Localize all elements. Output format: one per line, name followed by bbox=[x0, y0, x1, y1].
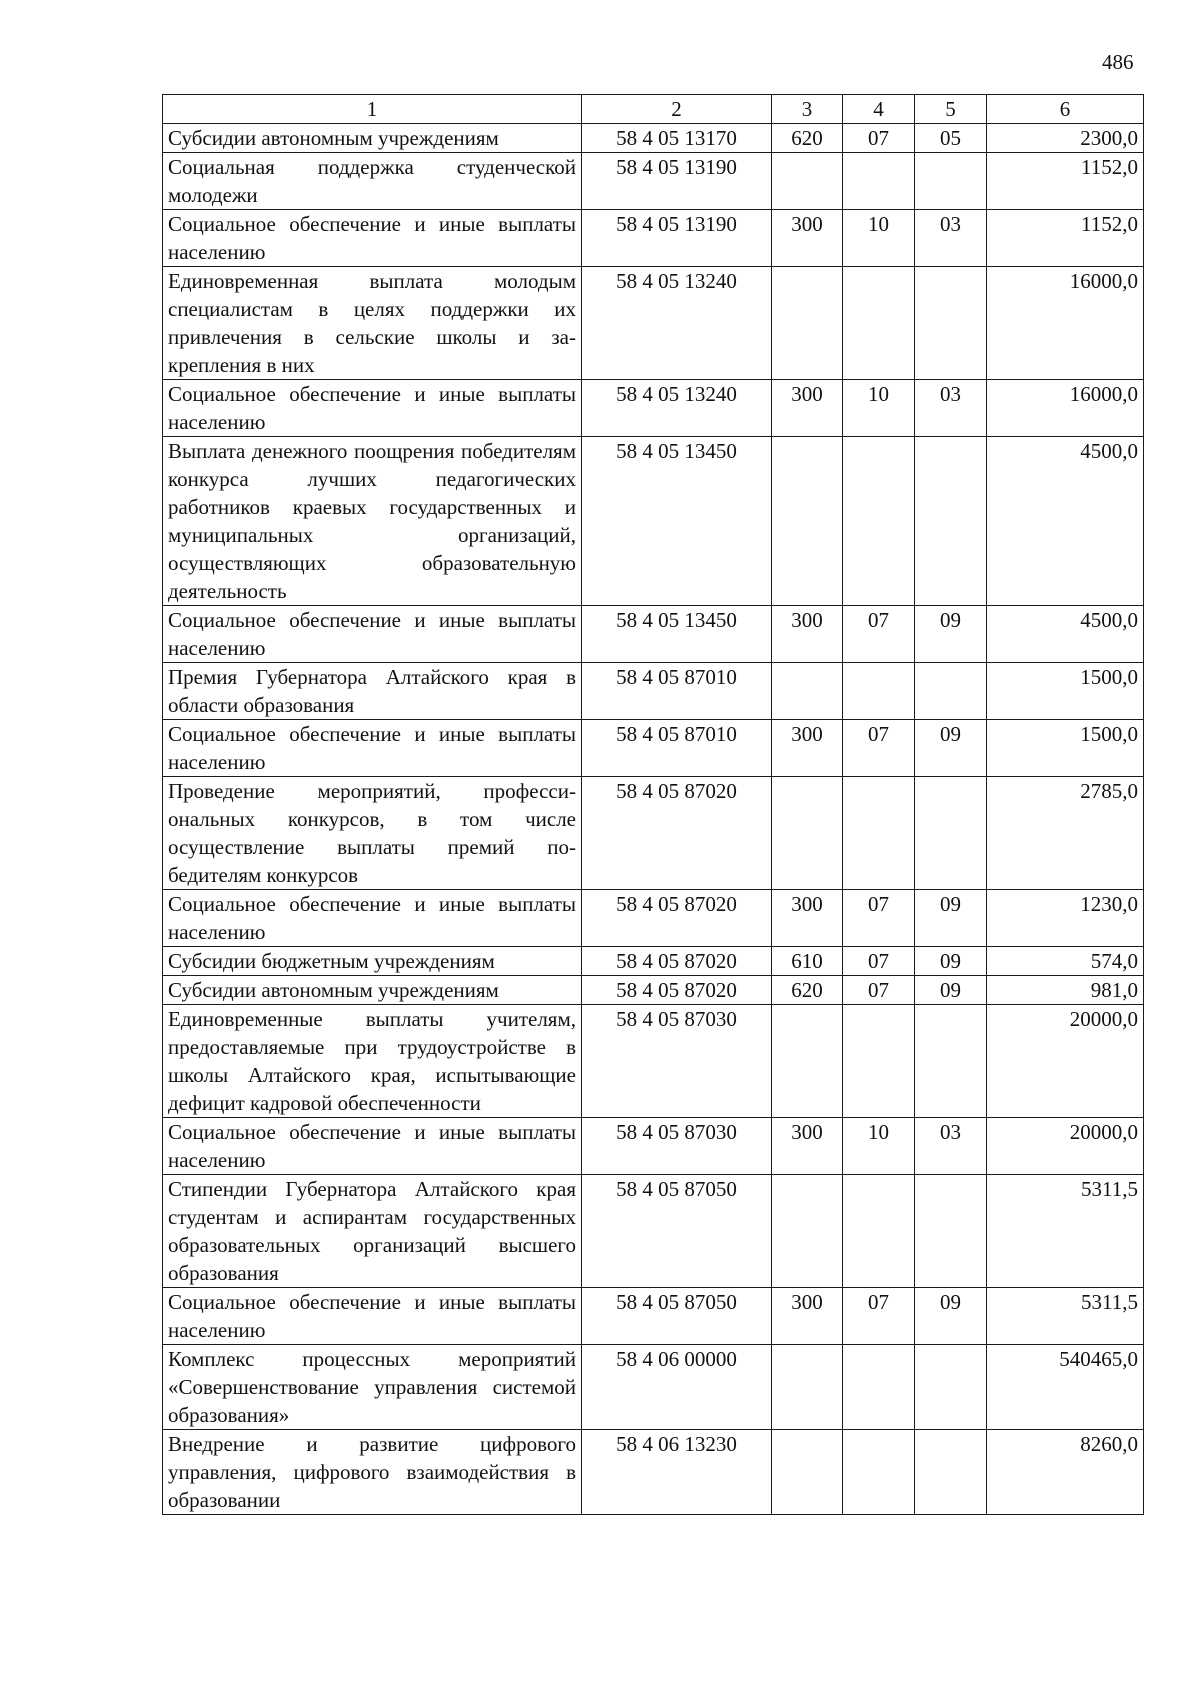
row-amount-cell: 2785,0 bbox=[987, 777, 1144, 890]
table-row bbox=[163, 1005, 1144, 1118]
table-row bbox=[163, 124, 1144, 153]
row-amount-cell: 20000,0 bbox=[987, 1005, 1144, 1118]
table-row bbox=[163, 777, 1144, 890]
row-code-cell: 58 4 05 87050 bbox=[582, 1288, 772, 1345]
column-header: 4 bbox=[843, 95, 915, 124]
row-col3-cell: 300 bbox=[772, 1118, 843, 1175]
row-col4-cell: 07 bbox=[843, 947, 915, 976]
row-col5-cell: 09 bbox=[915, 947, 987, 976]
table-row bbox=[163, 947, 1144, 976]
row-col5-cell: 09 bbox=[915, 606, 987, 663]
row-name-cell: Комплекс процессных мероприятий «Совершенствование управления системой образования» bbox=[163, 1345, 582, 1430]
table-row bbox=[163, 1175, 1144, 1288]
row-col5-cell: 03 bbox=[915, 1118, 987, 1175]
row-code-cell: 58 4 05 87020 bbox=[582, 890, 772, 947]
row-col5-cell bbox=[915, 663, 987, 720]
row-col3-cell: 610 bbox=[772, 947, 843, 976]
row-code-cell: 58 4 06 00000 bbox=[582, 1345, 772, 1430]
column-header: 3 bbox=[772, 95, 843, 124]
budget-table bbox=[162, 94, 1144, 1515]
row-col5-cell bbox=[915, 1175, 987, 1288]
row-col4-cell bbox=[843, 777, 915, 890]
row-col5-cell: 09 bbox=[915, 1288, 987, 1345]
row-code-cell: 58 4 05 87020 bbox=[582, 976, 772, 1005]
table-row bbox=[163, 153, 1144, 210]
row-col4-cell: 07 bbox=[843, 720, 915, 777]
row-col3-cell: 300 bbox=[772, 606, 843, 663]
row-col5-cell: 09 bbox=[915, 720, 987, 777]
row-col4-cell: 07 bbox=[843, 976, 915, 1005]
row-col3-cell bbox=[772, 1345, 843, 1430]
row-amount-cell: 1230,0 bbox=[987, 890, 1144, 947]
row-col4-cell bbox=[843, 1345, 915, 1430]
table-row bbox=[163, 210, 1144, 267]
row-col3-cell bbox=[772, 1175, 843, 1288]
row-col3-cell: 300 bbox=[772, 890, 843, 947]
row-col5-cell bbox=[915, 1005, 987, 1118]
row-name-cell: Субсидии автономным учреждениям bbox=[163, 976, 582, 1005]
row-code-cell: 58 4 05 87020 bbox=[582, 777, 772, 890]
row-col4-cell bbox=[843, 1175, 915, 1288]
row-col3-cell bbox=[772, 663, 843, 720]
table-row bbox=[163, 380, 1144, 437]
row-col3-cell bbox=[772, 1430, 843, 1515]
table-row bbox=[163, 976, 1144, 1005]
row-amount-cell: 1500,0 bbox=[987, 720, 1144, 777]
row-name-cell: Стипендии Губернатора Алтайского края студентам и аспирантам государственных образовательных организаций высшего образования bbox=[163, 1175, 582, 1288]
row-code-cell: 58 4 05 13190 bbox=[582, 210, 772, 267]
row-col3-cell bbox=[772, 1005, 843, 1118]
row-name-cell: Социальное обеспечение и иные выплаты населению bbox=[163, 890, 582, 947]
row-col3-cell: 300 bbox=[772, 210, 843, 267]
row-col4-cell: 07 bbox=[843, 1288, 915, 1345]
row-code-cell: 58 4 05 87010 bbox=[582, 720, 772, 777]
row-code-cell: 58 4 06 13230 bbox=[582, 1430, 772, 1515]
row-name-cell: Проведение мероприятий, профессиональных конкурсов, в том числе осуществление выплаты премий победителям конкурсов bbox=[163, 777, 582, 890]
row-name-cell: Социальное обеспечение и иные выплаты населению bbox=[163, 210, 582, 267]
row-col5-cell bbox=[915, 153, 987, 210]
row-name-cell: Социальное обеспечение и иные выплаты населению bbox=[163, 720, 582, 777]
row-col5-cell: 09 bbox=[915, 890, 987, 947]
row-amount-cell: 1500,0 bbox=[987, 663, 1144, 720]
row-code-cell: 58 4 05 87050 bbox=[582, 1175, 772, 1288]
row-code-cell: 58 4 05 13450 bbox=[582, 437, 772, 606]
row-col4-cell bbox=[843, 663, 915, 720]
row-col4-cell: 10 bbox=[843, 1118, 915, 1175]
row-col5-cell bbox=[915, 777, 987, 890]
row-amount-cell: 16000,0 bbox=[987, 380, 1144, 437]
row-name-cell: Социальное обеспечение и иные выплаты населению bbox=[163, 606, 582, 663]
row-code-cell: 58 4 05 13190 bbox=[582, 153, 772, 210]
table-row bbox=[163, 1430, 1144, 1515]
row-col3-cell: 300 bbox=[772, 380, 843, 437]
row-name-cell: Социальное обеспечение и иные выплаты населению bbox=[163, 1118, 582, 1175]
row-code-cell: 58 4 05 87020 bbox=[582, 947, 772, 976]
column-header: 6 bbox=[987, 95, 1144, 124]
row-amount-cell: 8260,0 bbox=[987, 1430, 1144, 1515]
row-col4-cell bbox=[843, 153, 915, 210]
row-code-cell: 58 4 05 87030 bbox=[582, 1118, 772, 1175]
header-row bbox=[163, 95, 1144, 124]
row-col5-cell: 09 bbox=[915, 976, 987, 1005]
table-row bbox=[163, 663, 1144, 720]
row-col4-cell bbox=[843, 267, 915, 380]
row-col4-cell: 07 bbox=[843, 606, 915, 663]
row-col5-cell bbox=[915, 1430, 987, 1515]
row-name-cell: Единовременные выплаты учителям, предоставляемые при трудоустройстве в школы Алтайского края, испытывающие дефицит кадровой обеспеченности bbox=[163, 1005, 582, 1118]
row-amount-cell: 4500,0 bbox=[987, 437, 1144, 606]
page-number: 486 bbox=[1102, 50, 1134, 74]
row-col3-cell: 620 bbox=[772, 124, 843, 153]
row-amount-cell: 981,0 bbox=[987, 976, 1144, 1005]
row-col4-cell: 07 bbox=[843, 124, 915, 153]
row-col4-cell bbox=[843, 437, 915, 606]
row-col4-cell: 10 bbox=[843, 380, 915, 437]
column-header: 5 bbox=[915, 95, 987, 124]
table-row bbox=[163, 1118, 1144, 1175]
table-row bbox=[163, 267, 1144, 380]
row-amount-cell: 2300,0 bbox=[987, 124, 1144, 153]
table-row bbox=[163, 1345, 1144, 1430]
table-row bbox=[163, 437, 1144, 606]
row-col4-cell: 07 bbox=[843, 890, 915, 947]
row-amount-cell: 4500,0 bbox=[987, 606, 1144, 663]
row-col3-cell bbox=[772, 437, 843, 606]
row-col5-cell: 03 bbox=[915, 210, 987, 267]
row-name-cell: Премия Губернатора Алтайского края в области образования bbox=[163, 663, 582, 720]
row-code-cell: 58 4 05 13450 bbox=[582, 606, 772, 663]
table-row bbox=[163, 720, 1144, 777]
row-col3-cell: 300 bbox=[772, 1288, 843, 1345]
table-row bbox=[163, 890, 1144, 947]
row-col5-cell bbox=[915, 1345, 987, 1430]
row-code-cell: 58 4 05 13240 bbox=[582, 267, 772, 380]
row-amount-cell: 1152,0 bbox=[987, 210, 1144, 267]
row-amount-cell: 5311,5 bbox=[987, 1288, 1144, 1345]
row-col4-cell bbox=[843, 1430, 915, 1515]
row-amount-cell: 5311,5 bbox=[987, 1175, 1144, 1288]
table-row bbox=[163, 606, 1144, 663]
row-name-cell: Единовременная выплата молодым специалистам в целях поддержки их привлечения в сельские школы и закрепления в них bbox=[163, 267, 582, 380]
row-col5-cell bbox=[915, 437, 987, 606]
row-amount-cell: 1152,0 bbox=[987, 153, 1144, 210]
table-row bbox=[163, 1288, 1144, 1345]
row-name-cell: Социальное обеспечение и иные выплаты населению bbox=[163, 1288, 582, 1345]
row-amount-cell: 20000,0 bbox=[987, 1118, 1144, 1175]
row-amount-cell: 574,0 bbox=[987, 947, 1144, 976]
row-col3-cell: 300 bbox=[772, 720, 843, 777]
row-name-cell: Выплата денежного поощрения победителям конкурса лучших педагогических работников краевых государственных и муниципальных организаций, осуществляющих образовательную деятельность bbox=[163, 437, 582, 606]
column-header: 2 bbox=[582, 95, 772, 124]
row-col4-cell bbox=[843, 1005, 915, 1118]
row-col5-cell: 03 bbox=[915, 380, 987, 437]
row-code-cell: 58 4 05 13240 bbox=[582, 380, 772, 437]
column-header: 1 bbox=[163, 95, 582, 124]
row-col3-cell bbox=[772, 777, 843, 890]
row-col5-cell: 05 bbox=[915, 124, 987, 153]
row-col4-cell: 10 bbox=[843, 210, 915, 267]
row-name-cell: Социальное обеспечение и иные выплаты населению bbox=[163, 380, 582, 437]
row-amount-cell: 16000,0 bbox=[987, 267, 1144, 380]
row-code-cell: 58 4 05 87030 bbox=[582, 1005, 772, 1118]
row-amount-cell: 540465,0 bbox=[987, 1345, 1144, 1430]
row-name-cell: Субсидии автономным учреждениям bbox=[163, 124, 582, 153]
row-code-cell: 58 4 05 13170 bbox=[582, 124, 772, 153]
row-name-cell: Социальная поддержка студенческой молодежи bbox=[163, 153, 582, 210]
row-name-cell: Внедрение и развитие цифрового управления, цифрового взаимодействия в образовании bbox=[163, 1430, 582, 1515]
row-code-cell: 58 4 05 87010 bbox=[582, 663, 772, 720]
row-col3-cell: 620 bbox=[772, 976, 843, 1005]
row-col5-cell bbox=[915, 267, 987, 380]
row-col3-cell bbox=[772, 267, 843, 380]
row-col3-cell bbox=[772, 153, 843, 210]
row-name-cell: Субсидии бюджетным учреждениям bbox=[163, 947, 582, 976]
